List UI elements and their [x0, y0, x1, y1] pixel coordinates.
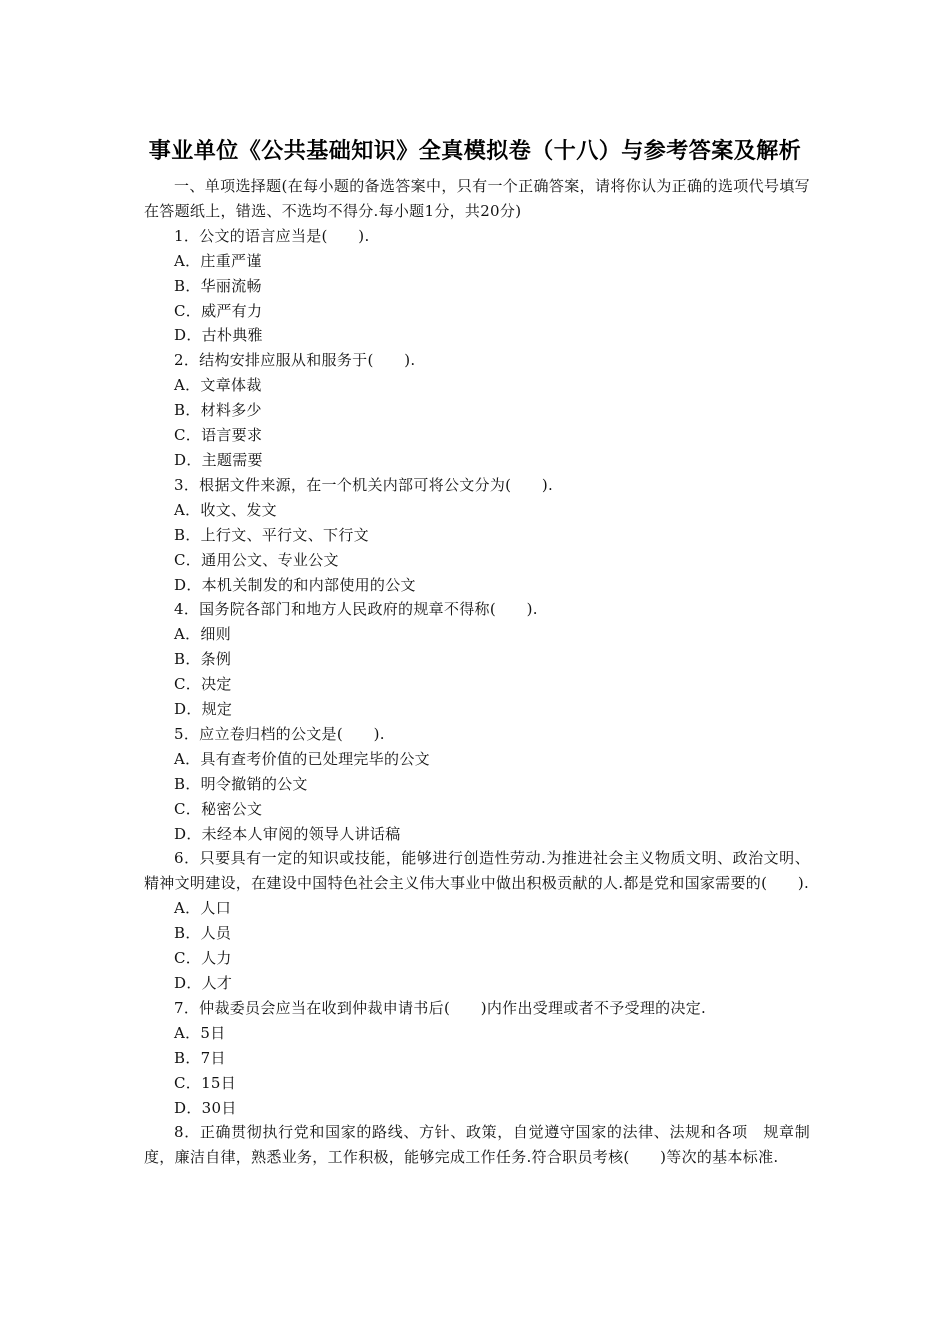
question-option: D．本机关制发的和内部使用的公文: [174, 575, 416, 594]
question-stem: 8．正确贯彻执行党和国家的路线、方针、政策，自觉遵守国家的法律、法规和各项 规章制度，廉洁自律，熟悉业务，工作积极，能够完成工作任务.符合职员考核( )等次的基本标准.: [144, 1123, 810, 1167]
question-stem: 3．根据文件来源，在一个机关内部可将公文分为( ).: [174, 475, 554, 494]
question-stem: 7．仲裁委员会应当在收到仲裁申请书后( )内作出受理或者不予受理的决定.: [174, 998, 707, 1017]
question-option: C．人力: [174, 949, 232, 968]
document-body: [144, 174, 810, 1170]
question-stem: 6．只要具有一定的知识或技能，能够进行创造性劳动.为推进社会主义物质文明、政治文明、精神文明建设，在建设中国特色社会主义伟大事业中做出积极贡献的人.都是党和国家需要的( ).: [144, 849, 810, 893]
question-option: A．具有查考价值的已处理完毕的公文: [174, 749, 430, 768]
section-intro: 一、单项选择题(在每小题的备选答案中，只有一个正确答案，请将你认为正确的选项代号填写在答题纸上，错选、不选均不得分.每小题1分，共20分): [144, 177, 810, 220]
question-option: A．人口: [174, 899, 232, 918]
question-option: A．庄重严谨: [174, 251, 262, 270]
question-option: D．30日: [174, 1098, 237, 1117]
question-option: A．收文、发文: [174, 500, 277, 519]
question-stem: 1．公文的语言应当是( ).: [174, 226, 370, 245]
document-title: 事业单位《公共基础知识》全真模拟卷（十八）与参考答案及解析: [148, 139, 802, 164]
question-option: D．规定: [174, 700, 233, 719]
question-option: B．华丽流畅: [174, 276, 262, 295]
question-option: A．5日: [174, 1023, 226, 1042]
question-option: B．材料多少: [174, 401, 262, 420]
question-option: B．7日: [174, 1048, 226, 1067]
question-option: B．明令撤销的公文: [174, 774, 308, 793]
question-option: D．主题需要: [174, 450, 263, 469]
question-option: D．未经本人审阅的领导人讲话稿: [174, 824, 401, 843]
question-stem: 4．国务院各部门和地方人民政府的规章不得称( ).: [174, 600, 538, 619]
question-option: C．威严有力: [174, 301, 263, 320]
question-option: A．文章体裁: [174, 376, 262, 395]
question-option: C．15日: [174, 1073, 237, 1092]
question-stem: 5．应立卷归档的公文是( ).: [174, 724, 385, 743]
question-option: D．古朴典雅: [174, 326, 263, 345]
question-option: B．人员: [174, 924, 232, 943]
question-stem: 2．结构安排应服从和服务于( ).: [174, 351, 416, 370]
question-option: C．通用公文、专业公文: [174, 550, 339, 569]
question-option: C．语言要求: [174, 426, 263, 445]
question-option: C．秘密公文: [174, 799, 263, 818]
question-option: A．细则: [174, 625, 232, 644]
question-option: B．上行文、平行文、下行文: [174, 525, 369, 544]
question-option: B．条例: [174, 650, 232, 669]
question-option: C．决定: [174, 675, 232, 694]
question-option: D．人才: [174, 974, 233, 992]
